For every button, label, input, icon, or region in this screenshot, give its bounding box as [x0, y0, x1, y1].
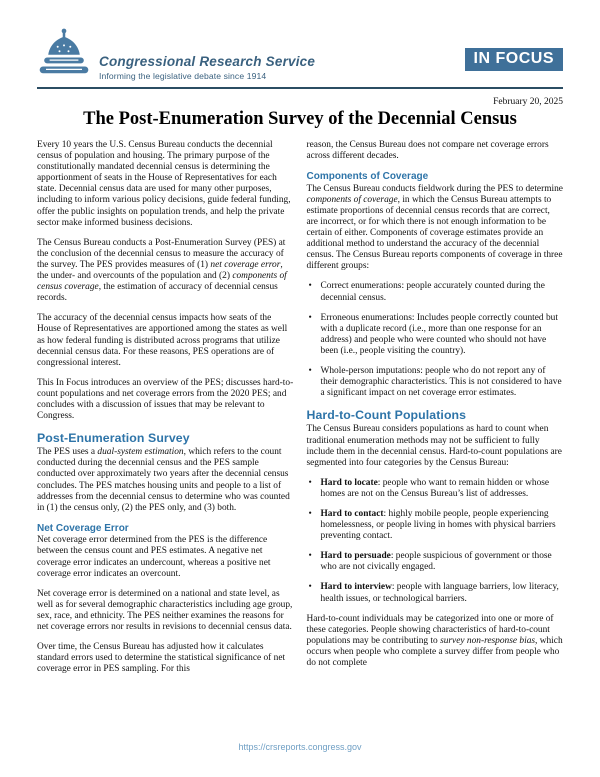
paragraph: This In Focus introduces an overview of the PES; discusses hard-to-count populations and net coverage errors from the 2020 PES; and concludes with a discussion of issues that may be relevant to Congress.: [37, 377, 294, 422]
section-heading-hard-to-count-populations: Hard-to-Count Populations: [306, 408, 467, 423]
org-name: Congressional Research Service: [99, 54, 316, 70]
paragraph: Net coverage error determined from the PES is the difference between the census count and PES estimates. A negative net coverage error indicates an undercount, whereas a positive net coverage error indicates an overcount.: [37, 535, 271, 579]
bullet-term: Hard to locate: [320, 477, 378, 488]
left-column: [37, 140, 294, 684]
capitol-dome-icon: [37, 26, 91, 85]
org-tagline: Informing the legislative debate since 1914: [99, 71, 267, 81]
bullet-text: : people who want to remain hidden or whose homes are not on the Census Bureau’s list of addresses.: [320, 477, 550, 499]
list-item: [307, 582, 564, 604]
paragraph: The PES uses a dual-system estimation, which refers to the count conducted during the decennial census and the PES sample conducted over approximately two years after the decennial census concludes. The PES matches housing units and people to a list of addresses from the decennial census to determine who was counted in (1) the census only, (2) the PES only, and (3) both.: [37, 447, 290, 513]
subsection-heading-components-of-coverage: Components of Coverage: [306, 171, 429, 183]
bullet-text: : highly mobile people, people experiencing homelessness, or people living in homes with physical barriers preventing contact.: [320, 508, 556, 542]
header-rule: [37, 87, 563, 89]
page-footer: [0, 737, 600, 755]
brand-text: [99, 55, 315, 83]
paragraph: The accuracy of the decennial census impacts how seats of the House of Representatives are apportioned among the states as well as how federal funding is distributed across programs that utilize decennial census data. For these reasons, PES operations are of congressional interest.: [37, 313, 288, 368]
list-item: [307, 551, 564, 573]
bullet-term: Hard to interview: [320, 582, 392, 593]
paragraph: Over time, the Census Bureau has adjusted how it calculates standard errors used to determine the statistical significance of net coverage error in PES sampling. For this: [37, 642, 286, 675]
bullet-term: Hard to persuade: [320, 551, 391, 562]
bullet-text: : people suspicious of government or those who are not civically engaged.: [320, 551, 552, 573]
paragraph: Hard-to-count individuals may be categorized into one or more of these categories. People showing characteristics of hard-to-count populations may be contributing to survey non-response bias, which occurs when people who complete a survey differ from people who do not complete: [306, 613, 563, 669]
paragraph: Every 10 years the U.S. Census Bureau conducts the decennial census of population and housing. The primary purpose of the constitutionally mandated decennial census is determining the apportionment of seats in the House of Representatives for each state. Decennial census data are used for many other purposes, including to inform various policy decisions, guide federal funding, offer the public insights on population trends, and help the private sector make informed business decisions.: [37, 140, 291, 228]
masthead: [37, 26, 563, 86]
paragraph: The Census Bureau conducts fieldwork during the PES to determine components of coverage, in which the Census Bureau attempts to estimate proportions of decennial census records that are correct, are incorrect, or for which there is not enough information to be certain of either. Components of coverage estimates provide an additional method to understand the accuracy of the decennial census. The Census Bureau reports components of coverage in three different groups:: [306, 183, 563, 272]
bullet-text: : people with language barriers, low literacy, health issues, or technological barriers.: [320, 582, 559, 604]
subsection-heading-net-coverage-error: Net Coverage Error: [37, 522, 129, 534]
section-heading-post-enumeration-survey: Post-Enumeration Survey: [37, 431, 190, 446]
list-item: • Whole-person imputations: people who do not report any of their demographic characteristics. This is not considered to have a significant impact on net coverage error estimates.: [307, 366, 564, 399]
in-focus-badge: IN FOCUS: [465, 48, 563, 71]
document-title: The Post-Enumeration Survey of the Decennial Census: [83, 109, 517, 129]
right-column: [307, 140, 564, 684]
crs-brand: [37, 26, 315, 83]
paragraph: reason, the Census Bureau does not compare net coverage errors across different decades.: [306, 140, 549, 162]
list-item: [307, 478, 564, 500]
coverage-bullet-list: [307, 281, 564, 399]
htc-bullet-list: [307, 478, 564, 605]
paragraph: Net coverage error is determined on a national and state level, as well as for several demographic characteristics including age group, sex, race, and ethnicity. The PES neither examines the reasons for net coverage errors nor results in revisions to decennial census data.: [37, 588, 293, 633]
list-item: • Correct enumerations: people accurately counted during the decennial census.: [307, 281, 564, 303]
list-item: [307, 509, 564, 542]
publication-date: February 20, 2025: [493, 97, 563, 107]
paragraph: The Census Bureau considers populations as hard to count when traditional enumeration methods may not be sufficient to fully include them in the decennial census. Hard-to-count populations are segmented into four categories by the Census Bureau:: [306, 424, 562, 468]
list-item: • Erroneous enumerations: Includes people correctly counted but with a duplicate record (i.e., more than one response for an address) and people who were counted who should not have been (i.e., people visiting the country).: [307, 313, 564, 357]
bullet-term: Hard to contact: [320, 508, 384, 519]
document-body: [37, 140, 563, 684]
paragraph: The Census Bureau conducts a Post-Enumeration Survey (PES) at the conclusion of the decennial census to measure the accuracy of the survey. The PES provides measures of (1) net coverage error, the under- and overcounts of the population and (2) components of census coverage, the estimation of accuracy of decennial census records.: [37, 237, 287, 304]
footer-link[interactable]: https://crsreports.congress.gov: [238, 742, 362, 752]
